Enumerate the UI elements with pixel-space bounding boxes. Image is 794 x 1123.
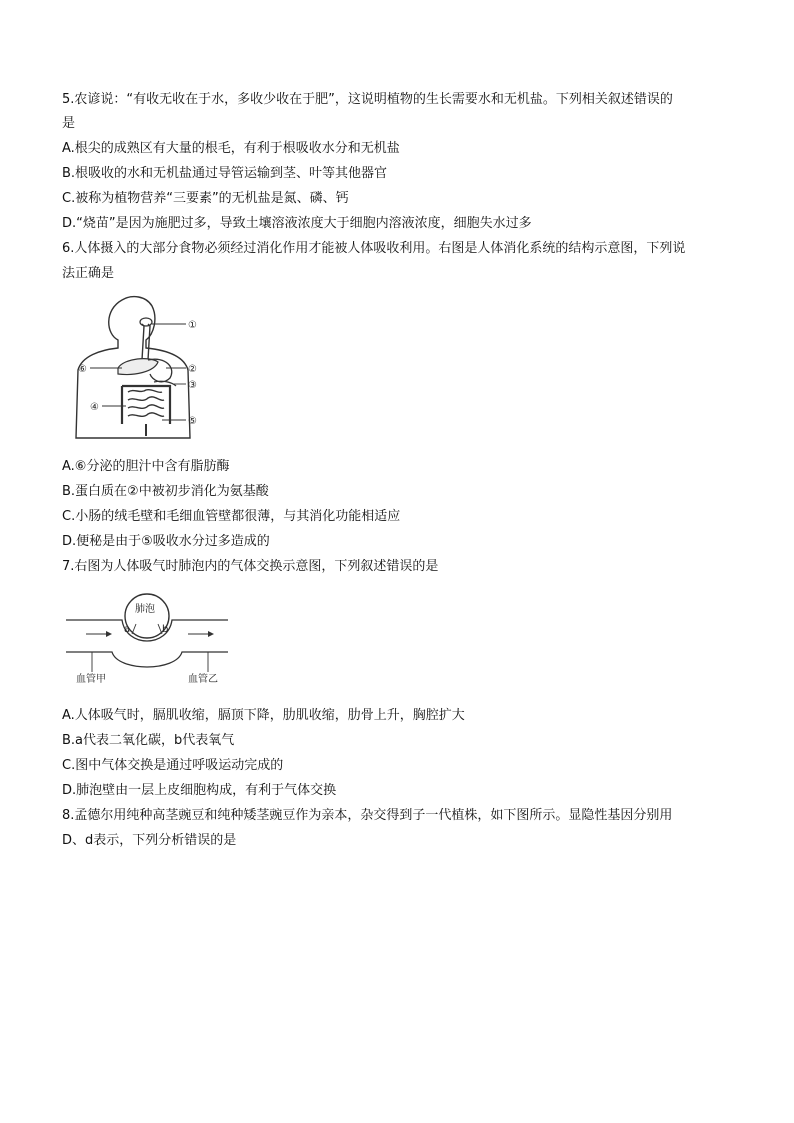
q6-option-d: D.便秘是由于⑤吸收水分过多造成的	[62, 534, 270, 549]
q5-option-a: A.根尖的成熟区有大量的根毛，有利于根吸收水分和无机盐	[62, 141, 400, 156]
label-3: ③	[188, 380, 197, 391]
label-2: ②	[188, 364, 197, 375]
alveolus-gas-exchange-figure	[62, 586, 232, 686]
q5-option-d: D.“烧苗”是因为施肥过多，导致土壤溶液浓度大于细胞内溶液浓度，细胞失水过多	[62, 216, 532, 231]
q6-option-c: C.小肠的绒毛壁和毛细血管壁都很薄，与其消化功能相适应	[62, 509, 401, 524]
q7-stem: 7.右图为人体吸气时肺泡内的气体交换示意图，下列叙述错误的是	[62, 559, 439, 574]
vessel-b-label: 血管乙	[188, 674, 218, 685]
q5-option-b: B.根吸收的水和无机盐通过导管运输到茎、叶等其他器官	[62, 166, 388, 181]
q7-option-c: C.图中气体交换是通过呼吸运动完成的	[62, 758, 284, 773]
alveolus-label: 肺泡	[135, 604, 155, 615]
q6-stem-line1: 6.人体摄入的大部分食物必须经过消化作用才能被人体吸收利用。右图是人体消化系统的结构示意图，下列说	[62, 241, 686, 256]
q7-option-b: B.a代表二氧化碳，b代表氧气	[62, 733, 235, 748]
label-5: ⑤	[188, 416, 197, 427]
gas-a-label: a	[124, 624, 131, 635]
label-6: ⑥	[78, 364, 87, 375]
q5-stem-line1: 5.农谚说：“有收无收在于水，多收少收在于肥”，这说明植物的生长需要水和无机盐。下列相关叙述错误的	[62, 92, 673, 107]
q8-stem-line2: D、d表示，下列分析错误的是	[62, 833, 237, 848]
q5-stem-line2: 是	[62, 116, 76, 131]
digestive-system-figure	[62, 290, 214, 442]
vessel-a-label: 血管甲	[76, 674, 106, 685]
label-1: ①	[188, 320, 197, 331]
q7-option-d: D.肺泡壁由一层上皮细胞构成，有利于气体交换	[62, 783, 337, 798]
label-4: ④	[90, 402, 99, 413]
q7-option-a: A.人体吸气时，膈肌收缩，膈顶下降，肋肌收缩，肋骨上升，胸腔扩大	[62, 708, 465, 723]
q6-option-a: A.⑥分泌的胆汁中含有脂肪酶	[62, 459, 230, 474]
q5-option-c: C.被称为植物营养“三要素”的无机盐是氮、磷、钙	[62, 191, 349, 206]
q6-option-b: B.蛋白质在②中被初步消化为氨基酸	[62, 484, 269, 499]
q8-stem-line1: 8.孟德尔用纯种高茎豌豆和纯种矮茎豌豆作为亲本，杂交得到子一代植株，如下图所示。显隐性基因分别用	[62, 808, 673, 823]
gas-b-label: b	[162, 624, 169, 635]
q6-stem-line2: 法正确是	[62, 266, 115, 281]
